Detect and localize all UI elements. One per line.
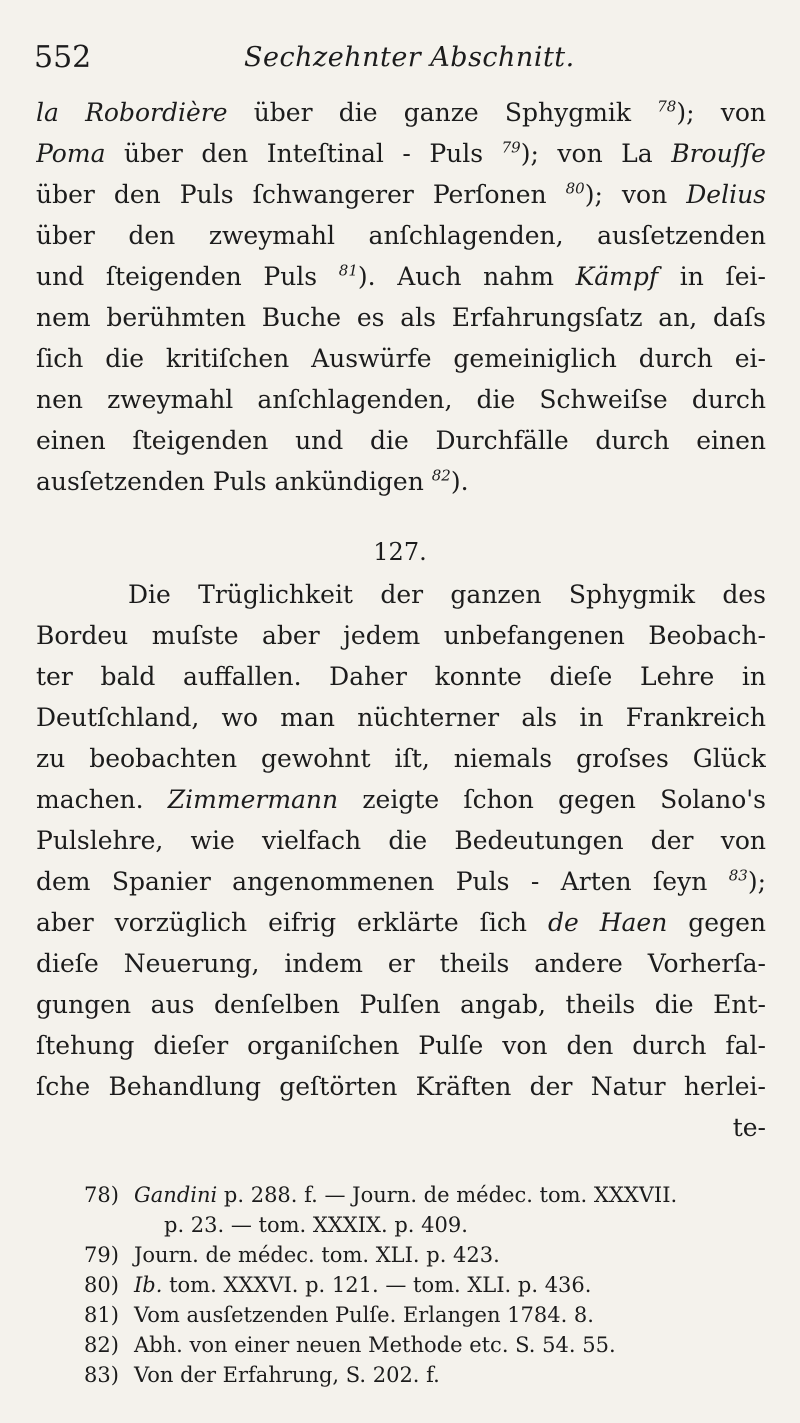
footnote-ref: 79 xyxy=(501,138,521,157)
text-line: Deutſchland, wo man nüchterner als in Frankreich xyxy=(36,703,766,732)
text-line: aber vorzüglich eifrig erklärte ſich de Haen gegen xyxy=(36,908,766,937)
text-line: Bordeu muſste aber jedem unbefangenen Beobach- xyxy=(36,621,766,650)
footnote-81: 81) Vom ausſetzenden Pulſe. Erlangen 1784. 8. xyxy=(84,1303,594,1327)
text-line: machen. Zimmermann zeigte ſchon gegen Solano's xyxy=(36,785,766,814)
text-line: la Robordière über die ganze Sphygmik $^{78}$); von xyxy=(36,97,766,127)
text-line: zu beobachten gewohnt iſt, niemals groſses Glück xyxy=(36,744,766,773)
page-header xyxy=(34,36,770,86)
footnote-ref: 83 xyxy=(728,866,748,885)
paragraph-2 xyxy=(36,574,766,1148)
footnote-ref: 78 xyxy=(657,97,677,116)
footnote-78-continued: p. 23. — tom. XXXIX. p. 409. xyxy=(164,1213,468,1237)
catchword: te- xyxy=(732,1113,766,1142)
text-line: gungen aus denſelben Pulſen angab, theils die Ent- xyxy=(36,990,766,1019)
paragraph-1 xyxy=(36,92,766,502)
text-line: ausſetzenden Puls ankündigen $^{82}$). xyxy=(36,466,469,496)
footnote-79: 79) Journ. de médec. tom. XLI. p. 423. xyxy=(84,1243,500,1267)
footnotes xyxy=(84,1180,764,1390)
footnote-ref: 81 xyxy=(338,261,358,280)
text-line: ſtehung dieſer organiſchen Pulſe von den durch fal- xyxy=(36,1031,766,1060)
footnote-80: 80) Ib. tom. XXXVI. p. 121. — tom. XLI. p. 436. xyxy=(84,1273,592,1297)
text-line: Poma über den Inteſtinal - Puls $^{79}$); von La Brouſſe xyxy=(36,138,766,168)
text-line: und ſteigenden Puls $^{81}$). Auch nahm Kämpf in ſei- xyxy=(36,261,766,291)
text-line: dieſe Neuerung, indem er theils andere Vorherſa- xyxy=(36,949,766,978)
text-line: Die Trüglichkeit der ganzen Sphygmik des xyxy=(128,580,766,609)
text-line: einen ſteigenden und die Durchfälle durch einen xyxy=(36,426,766,455)
footnote-82: 82) Abh. von einer neuen Methode etc. S. 54. 55. xyxy=(84,1333,616,1357)
text-line: nen zweymahl anſchlagenden, die Schweiſse durch xyxy=(36,385,766,414)
text-line: Pulslehre, wie vielfach die Bedeutungen der von xyxy=(36,826,766,855)
page-number: 552 xyxy=(34,40,92,75)
footnote-78: 78) Gandini p. 288. f. — Journ. de médec. tom. XXXVII. xyxy=(84,1183,678,1207)
footnote-ref: 80 xyxy=(565,179,585,198)
text-line: nem berühmten Buche es als Erfahrungsſatz an, daſs xyxy=(36,303,766,332)
text-line: über den Puls ſchwangerer Perſonen $^{80}$); von Delius xyxy=(36,179,766,209)
text-line: ſich die kritiſchen Auswürfe gemeiniglich durch ei- xyxy=(36,344,766,373)
text-line: ter bald auffallen. Daher konnte dieſe Lehre in xyxy=(36,662,766,691)
text-line: ſche Behandlung geſtörten Kräften der Natur herlei- xyxy=(36,1072,766,1101)
footnote-ref: 82 xyxy=(431,466,451,485)
footnote-83: 83) Von der Erfahrung, S. 202. f. xyxy=(84,1363,440,1387)
text-line: dem Spanier angenommenen Puls - Arten ſeyn $^{83}$); xyxy=(36,866,766,896)
section-number: 127. xyxy=(373,538,427,566)
running-head: Sechzehnter Abschnitt. xyxy=(244,42,575,73)
text-line: über den zweymahl anſchlagenden, ausſetzenden xyxy=(36,221,766,250)
